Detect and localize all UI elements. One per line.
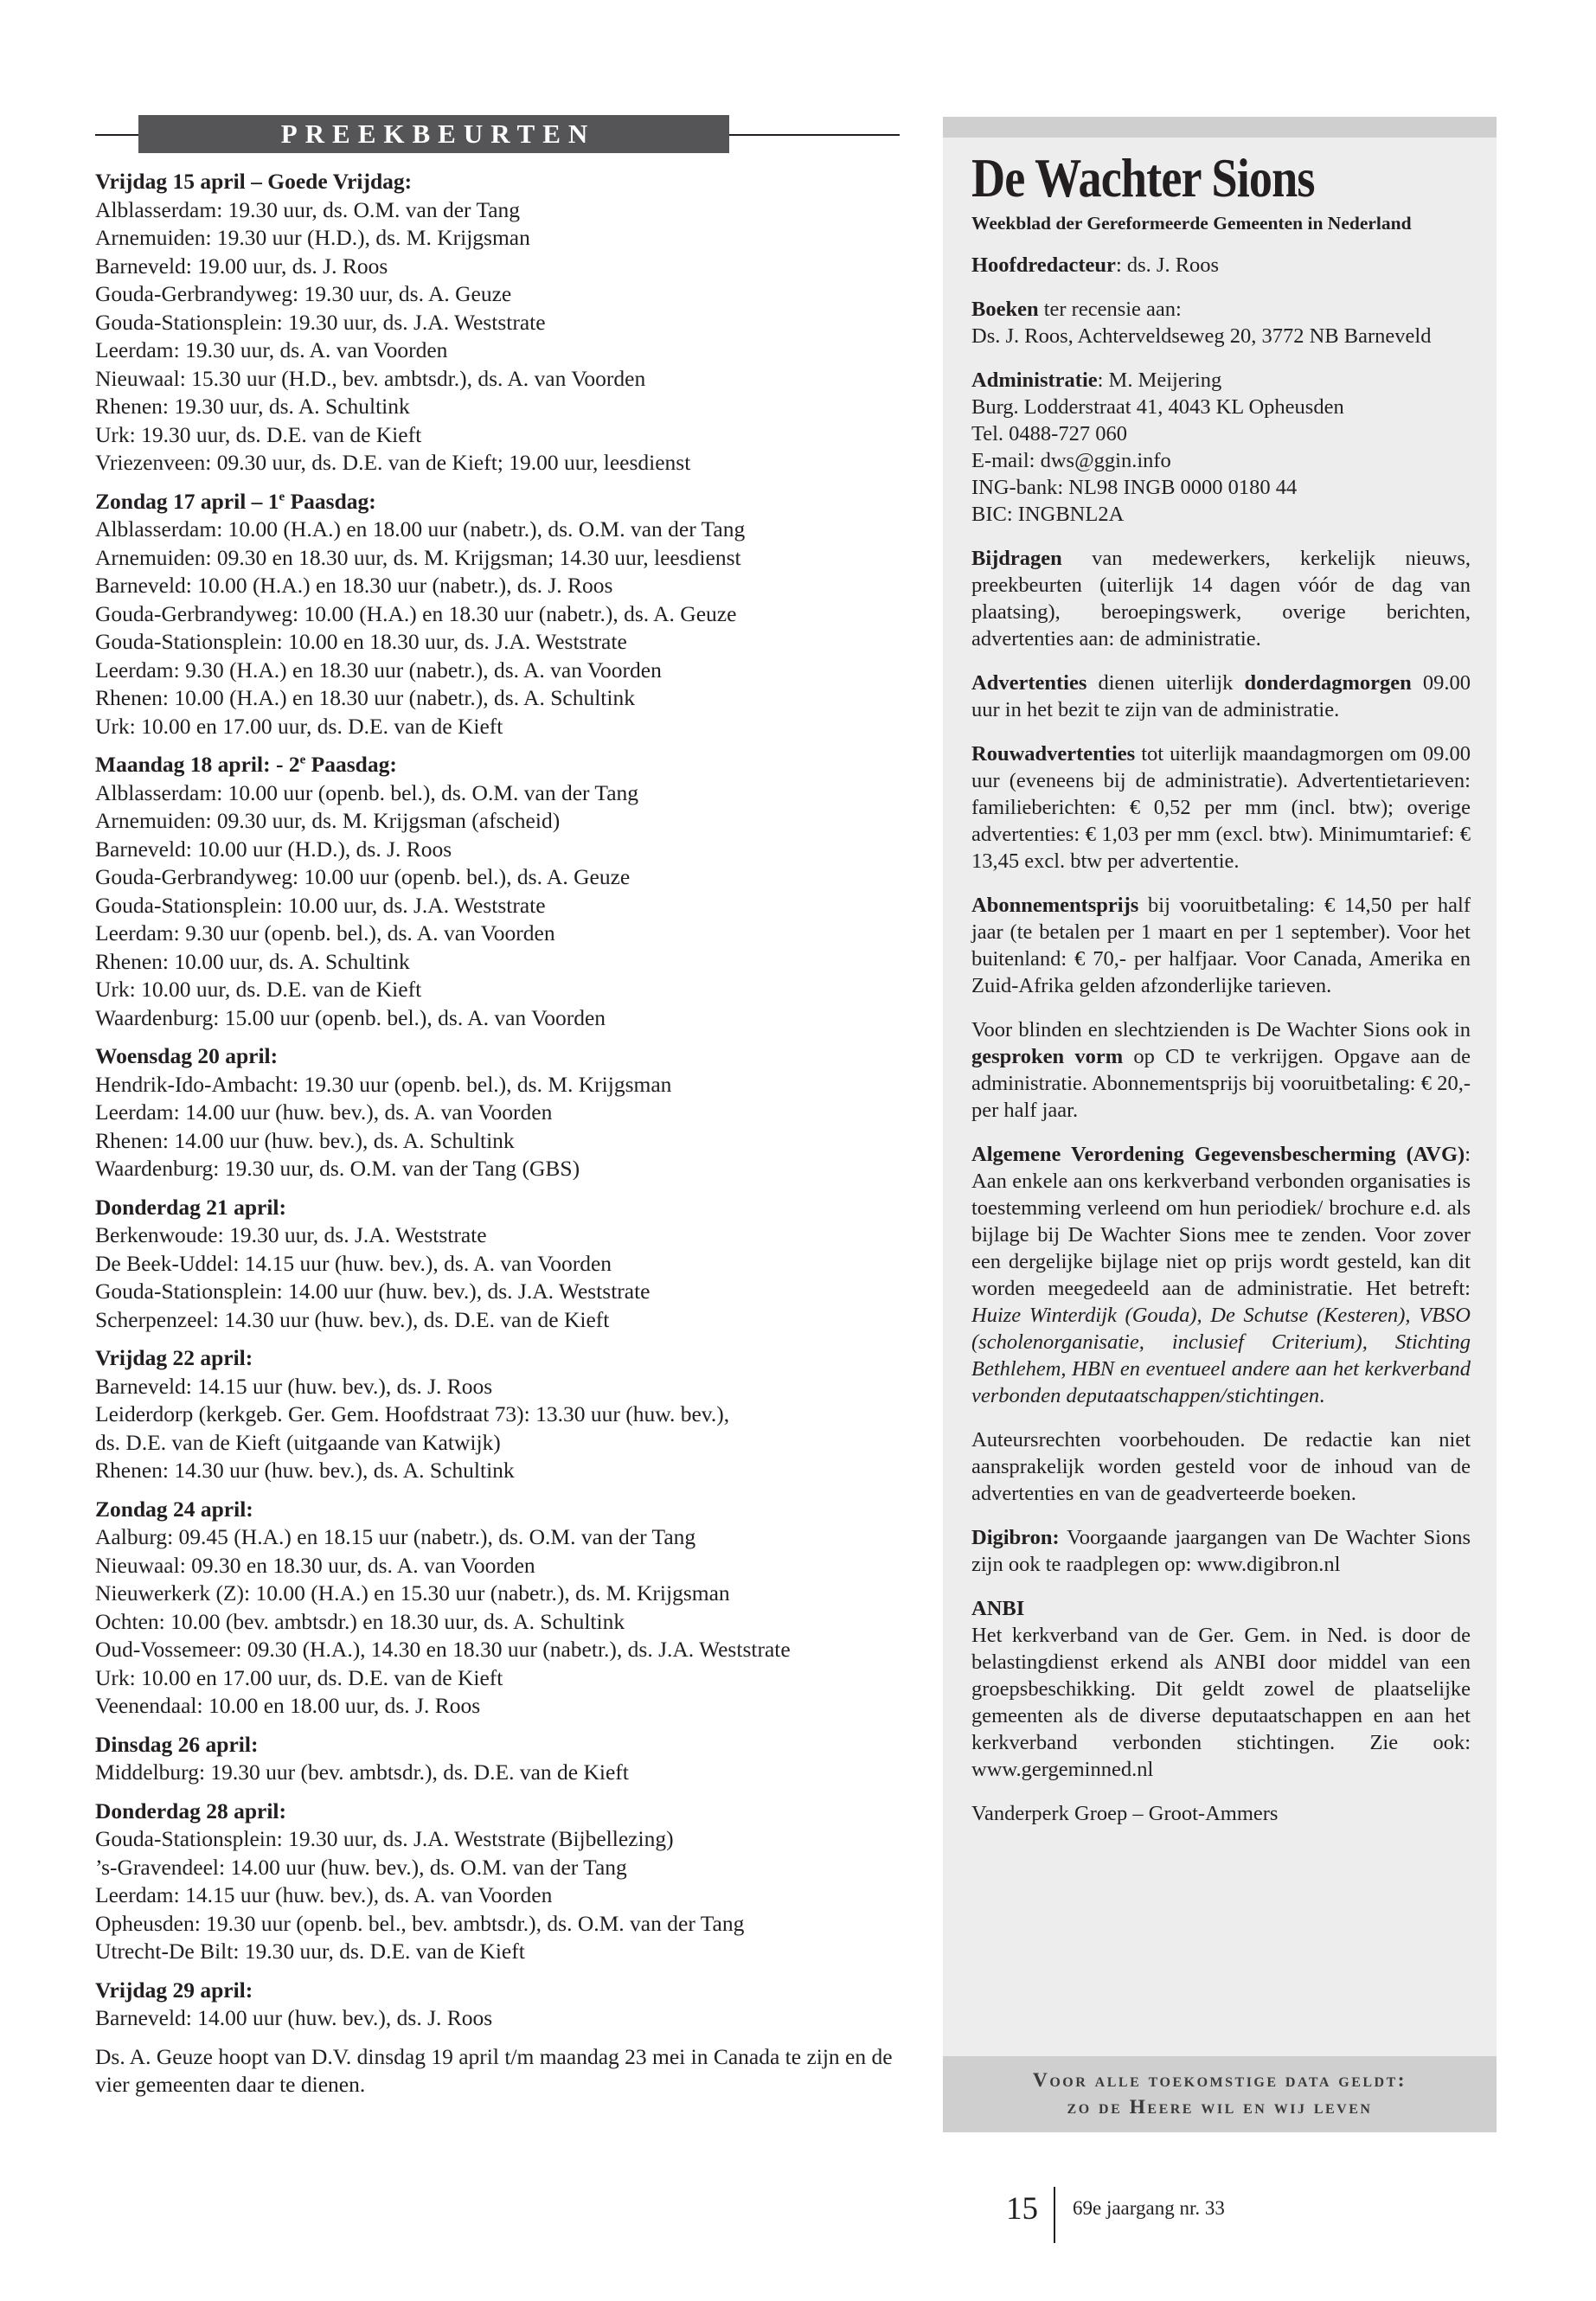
heading-text: Maandag 18 april: - 2 xyxy=(95,752,300,777)
service-entry: Veenendaal: 10.00 en 18.00 uur, ds. J. Roos xyxy=(95,1693,481,1718)
motto-line-1: Voor alle toekomstige data geldt: xyxy=(1032,2069,1407,2092)
service-entry: Nieuwaal: 09.30 en 18.30 uur, ds. A. van Voorden xyxy=(95,1552,535,1578)
motto-line-2: zo de Heere wil en wij leven xyxy=(1067,2096,1373,2118)
service-day xyxy=(95,488,900,741)
service-day-heading: Donderdag 28 april: xyxy=(95,1798,287,1823)
anbi-label: ANBI xyxy=(971,1597,1025,1620)
service-entry: Gouda-Gerbrandyweg: 19.30 uur, ds. A. Geuze xyxy=(95,281,512,306)
service-entry: Rhenen: 14.00 uur (huw. bev.), ds. A. Schultink xyxy=(95,1127,515,1153)
service-entry: De Beek-Uddel: 14.15 uur (huw. bev.), ds. A. van Voorden xyxy=(95,1250,612,1276)
footer-separator xyxy=(1054,2187,1055,2243)
ads-label: Advertenties xyxy=(971,671,1087,695)
service-entry: Middelburg: 19.30 uur (bev. ambtsdr.), ds. D.E. van de Kieft xyxy=(95,1759,629,1785)
service-entry: Nieuwerkerk (Z): 10.00 (H.A.) en 15.30 uur (nabetr.), ds. M. Krijgsman xyxy=(95,1580,730,1606)
service-entry: Arnemuiden: 09.30 en 18.30 uur, ds. M. Krijgsman; 14.30 uur, leesdienst xyxy=(95,544,741,570)
service-entry: Alblasserdam: 10.00 uur (openb. bel.), ds. O.M. van der Tang xyxy=(95,779,639,805)
service-entry: Alblasserdam: 10.00 (H.A.) en 18.00 uur (nabetr.), ds. O.M. van der Tang xyxy=(95,516,746,542)
service-entry: Leerdam: 19.30 uur, ds. A. van Voorden xyxy=(95,337,448,362)
service-entry: Arnemuiden: 19.30 uur (H.D.), ds. M. Krijgsman xyxy=(95,225,530,250)
service-note: Ds. A. Geuze hoopt van D.V. dinsdag 19 april t/m maandag 23 mei in Canada te zijn en de vier gemeenten daar te dienen. xyxy=(95,2043,893,2097)
service-entry: Leerdam: 9.30 uur (openb. bel.), ds. A. van Voorden xyxy=(95,920,555,945)
service-day xyxy=(95,1042,900,1183)
service-entry: Gouda-Gerbrandyweg: 10.00 (H.A.) en 18.30 uur (nabetr.), ds. A. Geuze xyxy=(95,600,737,626)
preekbeurten-column xyxy=(95,112,900,2099)
audio-edition-paragraph xyxy=(971,1016,1471,1124)
service-entry: Arnemuiden: 09.30 uur, ds. M. Krijgsman (afscheid) xyxy=(95,808,561,833)
service-entry: Rhenen: 19.30 uur, ds. A. Schultink xyxy=(95,394,410,419)
admin-name: : M. Meijering xyxy=(1097,369,1222,392)
advertisements-paragraph xyxy=(971,670,1471,723)
audio-form: gesproken vorm xyxy=(971,1045,1124,1068)
ordinal-superscript: e xyxy=(279,490,285,503)
service-entry: Barneveld: 19.00 uur, ds. J. Roos xyxy=(95,253,388,279)
admin-label: Administratie xyxy=(971,369,1098,392)
service-entry: Waardenburg: 19.30 uur, ds. O.M. van der Tang (GBS) xyxy=(95,1156,580,1181)
administration-paragraph xyxy=(971,367,1471,528)
masthead-title: De Wachter Sions xyxy=(971,148,1315,208)
service-day-heading: Vrijdag 29 april: xyxy=(95,1977,253,2003)
mourning-text: tot uiterlijk maandagmorgen om 09.00 uur (eveneens bij de administratie). Advertentietarieven: familieberichten: € 0,52 per mm (incl. btw); overige advertenties: € 1,03 per mm (excl. btw). Minimumtarief: € 13,45 excl. btw per advertentie. xyxy=(971,742,1471,873)
service-entry: Urk: 19.30 uur, ds. D.E. van de Kieft xyxy=(95,421,422,447)
service-entry: Rhenen: 14.30 uur (huw. bev.), ds. A. Schultink xyxy=(95,1458,515,1483)
page-number: 15 xyxy=(1006,2191,1038,2227)
service-day-heading: Vrijdag 22 april: xyxy=(95,1345,253,1370)
header-band xyxy=(138,115,729,153)
service-entry: Berkenwoude: 19.30 uur, ds. J.A. Weststrate xyxy=(95,1222,487,1247)
service-list xyxy=(95,168,900,2033)
service-entry: Urk: 10.00 en 17.00 uur, ds. D.E. van de Kieft xyxy=(95,713,503,739)
service-day-heading xyxy=(95,751,900,779)
contributions-label: Bijdragen xyxy=(971,547,1062,570)
service-day xyxy=(95,1731,900,1787)
service-entry: Leiderdorp (kerkgeb. Ger. Gem. Hoofdstraat 73): 13.30 uur (huw. bev.), xyxy=(95,1401,730,1426)
service-day-heading: Vrijdag 15 april – Goede Vrijdag: xyxy=(95,169,413,194)
ordinal-superscript: e xyxy=(299,753,306,767)
service-entry: ’s-Gravendeel: 14.00 uur (huw. bev.), ds. O.M. van der Tang xyxy=(95,1854,627,1880)
avg-label: Algemene Verordening Gegevensbescherming (AVG) xyxy=(971,1143,1465,1166)
editor-value: : ds. J. Roos xyxy=(1115,253,1220,277)
service-day xyxy=(95,1496,900,1721)
service-day-heading: Woensdag 20 april: xyxy=(95,1043,279,1068)
volume-info: 69e jaargang nr. 33 xyxy=(1073,2197,1225,2219)
ads-text-end: 09.00 uur in het bezit te zijn van de administratie. xyxy=(971,671,1471,721)
service-entry: Barneveld: 10.00 (H.A.) en 18.30 uur (nabetr.), ds. J. Roos xyxy=(95,573,613,598)
service-day-heading xyxy=(95,488,900,516)
motto-band xyxy=(943,2056,1497,2132)
service-day xyxy=(95,1344,900,1485)
subscription-paragraph xyxy=(971,892,1471,999)
service-entry: Urk: 10.00 uur, ds. D.E. van de Kieft xyxy=(95,977,422,1002)
admin-telephone: Tel. 0488-727 060 xyxy=(971,422,1127,445)
service-entry: Leerdam: 9.30 (H.A.) en 18.30 uur (nabetr.), ds. A. van Voorden xyxy=(95,657,662,683)
service-entry: Ochten: 10.00 (bev. ambtsdr.) en 18.30 uur, ds. A. Schultink xyxy=(95,1608,625,1634)
service-day xyxy=(95,1977,900,2033)
avg-paragraph xyxy=(971,1141,1471,1409)
heading-text: Zondag 17 april – 1 xyxy=(95,488,279,514)
service-entry: Scherpenzeel: 14.30 uur (huw. bev.), ds. D.E. van de Kieft xyxy=(95,1306,610,1332)
service-entry: Oud-Vossemeer: 09.30 (H.A.), 14.30 en 18.30 uur (nabetr.), ds. J.A. Weststrate xyxy=(95,1637,791,1662)
heading-text-end: Paasdag: xyxy=(285,488,376,514)
digibron-text: Voorgaande jaargangen van De Wachter Sions zijn ook te raadplegen op: www.digibron.nl xyxy=(971,1526,1471,1576)
service-day-heading: Dinsdag 26 april: xyxy=(95,1731,259,1757)
service-entry: Leerdam: 14.15 uur (huw. bev.), ds. A. van Voorden xyxy=(95,1882,553,1907)
service-day xyxy=(95,1798,900,1966)
subscription-text: bij vooruitbetaling: € 14,50 per half jaar (te betalen per 1 maart en per 1 september). Voor het buitenland: € 70,- per halfjaar. Voor Canada, Amerika en Zuid-Afrika gelden afzonderlijke tarieven. xyxy=(971,894,1471,997)
section-title: PREEKBEURTEN xyxy=(280,119,596,149)
service-entry: Utrecht-De Bilt: 19.30 uur, ds. D.E. van de Kieft xyxy=(95,1939,525,1964)
printer-paragraph: Vanderperk Groep – Groot-Ammers xyxy=(971,1802,1279,1825)
mourning-ads-paragraph xyxy=(971,740,1471,875)
digibron-label: Digibron: xyxy=(971,1526,1060,1549)
service-entry: Gouda-Stationsplein: 10.00 en 18.30 uur, ds. J.A. Weststrate xyxy=(95,629,627,654)
service-entry: Hendrik-Ido-Ambacht: 19.30 uur (openb. bel.), ds. M. Krijgsman xyxy=(95,1071,672,1097)
service-entry: Gouda-Stationsplein: 10.00 uur, ds. J.A. Weststrate xyxy=(95,892,546,918)
colophon-top-band xyxy=(943,117,1497,138)
service-day-heading: Donderdag 21 april: xyxy=(95,1194,287,1220)
admin-bic: BIC: INGBNL2A xyxy=(971,503,1125,526)
service-entry: Barneveld: 14.00 uur (huw. bev.), ds. J. Roos xyxy=(95,2005,493,2030)
admin-email: E-mail: dws@ggin.info xyxy=(971,449,1171,472)
service-entry: Gouda-Stationsplein: 19.30 uur, ds. J.A. Weststrate xyxy=(95,309,546,335)
service-day xyxy=(95,1194,900,1335)
avg-organisations: Huize Winterdijk (Gouda), De Schutse (Kesteren), VBSO (scholenorganisatie, inclusief Criterium), Stichting Bethlehem, HBN en eventueel andere aan het kerkverband verbonden deputaatschappen/stichtingen xyxy=(971,1304,1471,1407)
admin-bank: ING-bank: NL98 INGB 0000 0180 44 xyxy=(971,476,1298,499)
avg-text: : Aan enkele aan ons kerkverband verbonden organisaties is toestemming verleend om hun periodiek/ brochure e.d. als bijlage bij De Wachter Sions mee te zenden. Voor zover een dergelijke bijlage niet op prijs wordt gesteld, kan dit worden meegedeeld aan de administratie. Het betreft: xyxy=(971,1143,1471,1300)
books-address: Ds. J. Roos, Achterveldseweg 20, 3772 NB Barneveld xyxy=(971,324,1432,348)
service-entry: Barneveld: 10.00 uur (H.D.), ds. J. Roos xyxy=(95,836,452,862)
ads-deadline: donderdagmorgen xyxy=(1244,671,1412,695)
avg-end: . xyxy=(1319,1384,1325,1407)
service-entry: Alblasserdam: 19.30 uur, ds. O.M. van der Tang xyxy=(95,196,521,222)
service-entry: Rhenen: 10.00 uur, ds. A. Schultink xyxy=(95,948,410,974)
section-header xyxy=(95,112,900,156)
colophon-box xyxy=(943,117,1497,2132)
header-rule-left xyxy=(95,134,138,136)
audio-text: Voor blinden en slechtzienden is De Wachter Sions ook in xyxy=(971,1018,1471,1042)
service-day-heading: Zondag 24 april: xyxy=(95,1496,253,1522)
header-rule-right xyxy=(729,134,900,136)
audio-text-end: op CD te verkrijgen. Opgave aan de administratie. Abonnementsprijs bij vooruitbetaling: € 20,- per half jaar. xyxy=(971,1045,1471,1122)
service-entry: Gouda-Stationsplein: 14.00 uur (huw. bev.), ds. J.A. Weststrate xyxy=(95,1279,651,1304)
service-day xyxy=(95,751,900,1032)
books-paragraph xyxy=(971,296,1471,349)
service-entry: Gouda-Gerbrandyweg: 10.00 uur (openb. bel.), ds. A. Geuze xyxy=(95,864,631,889)
anbi-paragraph xyxy=(971,1595,1471,1783)
service-entry: Urk: 10.00 en 17.00 uur, ds. D.E. van de Kieft xyxy=(95,1664,503,1690)
service-entry: Barneveld: 14.15 uur (huw. bev.), ds. J. Roos xyxy=(95,1373,493,1399)
admin-address: Burg. Lodderstraat 41, 4043 KL Opheusden xyxy=(971,395,1344,419)
service-day xyxy=(95,168,900,478)
books-label: Boeken xyxy=(971,298,1039,321)
service-entry: Opheusden: 19.30 uur (openb. bel., bev. ambtsdr.), ds. O.M. van der Tang xyxy=(95,1910,745,1936)
subscription-label: Abonnementsprijs xyxy=(971,894,1139,917)
service-entry: Gouda-Stationsplein: 19.30 uur, ds. J.A. Weststrate (Bijbellezing) xyxy=(95,1826,674,1851)
books-text: ter recensie aan: xyxy=(1038,298,1182,321)
service-entry: Rhenen: 10.00 (H.A.) en 18.30 uur (nabetr.), ds. A. Schultink xyxy=(95,685,635,710)
copyright-paragraph: Auteursrechten voorbehouden. De redactie kan niet aansprakelijk worden gesteld voor de inhoud van de advertenties en van de geadverteerde boeken. xyxy=(971,1428,1471,1505)
editor-paragraph xyxy=(971,252,1471,279)
contributions-text: van medewerkers, kerkelijk nieuws, preekbeurten (uiterlijk 14 dagen vóór de dag van plaatsing), beroepingswerk, overige berichten, advertenties aan: de administratie. xyxy=(971,547,1471,651)
service-entry: Aalburg: 09.45 (H.A.) en 18.15 uur (nabetr.), ds. O.M. van der Tang xyxy=(95,1524,696,1549)
editor-label: Hoofdredacteur xyxy=(971,253,1116,277)
ads-text: dienen uiterlijk xyxy=(1086,671,1245,695)
service-entry: Vriezenveen: 09.30 uur, ds. D.E. van de Kieft; 19.00 uur, leesdienst xyxy=(95,450,691,475)
anbi-text: Het kerkverband van de Ger. Gem. in Ned. is door de belastingdienst erkend als ANBI door middel van een groepsbeschikking. Dit geldt zowel de plaatselijke gemeenten als de diverse deputaatschappen en aan het kerkverband verbonden stichtingen. Zie ook: www.gergeminned.nl xyxy=(971,1624,1471,1781)
heading-text-end: Paasdag: xyxy=(305,752,397,777)
masthead-subtitle: Weekblad der Gereformeerde Gemeenten in Nederland xyxy=(971,213,1412,234)
mourning-label: Rouwadvertenties xyxy=(971,742,1136,766)
contributions-paragraph xyxy=(971,545,1471,652)
service-entry: Nieuwaal: 15.30 uur (H.D., bev. ambtsdr.), ds. A. van Voorden xyxy=(95,365,646,391)
service-entry: Leerdam: 14.00 uur (huw. bev.), ds. A. van Voorden xyxy=(95,1099,553,1125)
service-entry: Waardenburg: 15.00 uur (openb. bel.), ds. A. van Voorden xyxy=(95,1004,606,1030)
service-entry: ds. D.E. van de Kieft (uitgaande van Katwijk) xyxy=(95,1429,501,1455)
digibron-paragraph xyxy=(971,1524,1471,1578)
